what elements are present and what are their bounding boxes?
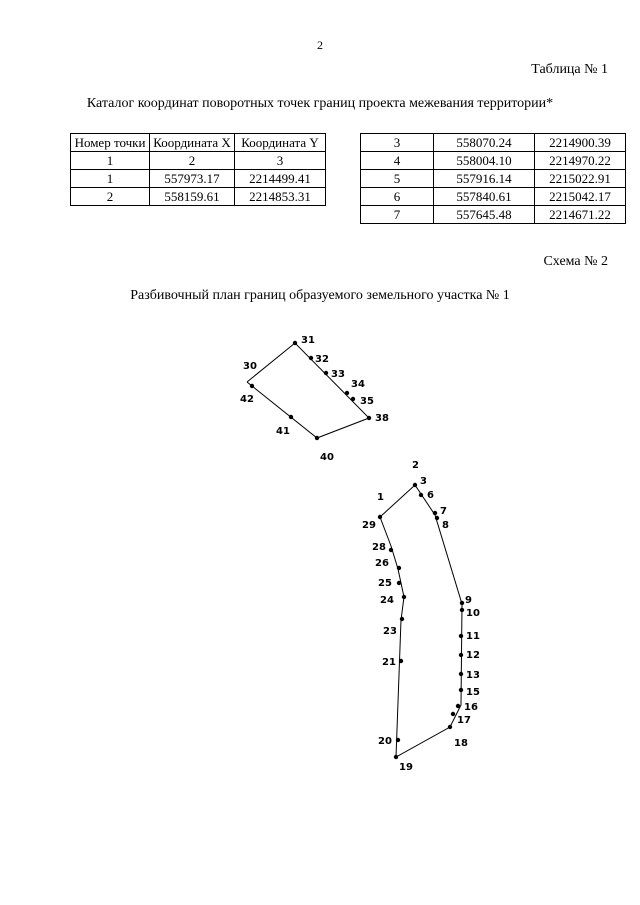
lower-parcel-point-label: 13 <box>466 670 480 681</box>
table-cell: 557645.48 <box>434 206 535 224</box>
table-cell: 2 <box>150 152 235 170</box>
lower-parcel-point-marker <box>459 688 463 692</box>
lower-parcel-point-marker <box>460 601 464 605</box>
header-point-number: Номер точки <box>71 134 150 152</box>
lower-parcel-point-label: 9 <box>465 595 472 606</box>
lower-parcel-point-marker <box>400 617 404 621</box>
lower-parcel-point-marker <box>413 483 417 487</box>
table-cell: 2215042.17 <box>535 188 626 206</box>
header-coord-x: Координата X <box>150 134 235 152</box>
table-cell: 4 <box>361 152 434 170</box>
upper-parcel-point-label: 41 <box>276 426 290 437</box>
lower-parcel-point-label: 29 <box>362 520 376 531</box>
lower-parcel-point-label: 19 <box>399 762 413 773</box>
lower-parcel-point-marker <box>397 581 401 585</box>
table-cell: 3 <box>361 134 434 152</box>
lower-parcel-point-label: 26 <box>375 558 389 569</box>
upper-parcel-point-marker <box>351 397 355 401</box>
lower-parcel-point-marker <box>459 634 463 638</box>
page-number: 2 <box>317 38 323 52</box>
table-cell: 2214671.22 <box>535 206 626 224</box>
upper-parcel-point-label: 30 <box>243 361 257 372</box>
lower-parcel-point-marker <box>459 653 463 657</box>
table-cell: 558004.10 <box>434 152 535 170</box>
table-cell: 2214499.41 <box>235 170 326 188</box>
lower-parcel-point-label: 2 <box>412 460 419 471</box>
upper-parcel-point-label: 35 <box>360 396 374 407</box>
upper-parcel-point-marker <box>293 341 297 345</box>
lower-parcel-point-label: 10 <box>466 608 480 619</box>
upper-parcel-point-label: 32 <box>315 354 329 365</box>
lower-parcel-point-label: 23 <box>383 626 397 637</box>
lower-parcel-point-label: 21 <box>382 657 396 668</box>
table-caption: Каталог координат поворотных точек границ проекта межевания территории* <box>86 96 554 111</box>
table-cell: 557973.17 <box>150 170 235 188</box>
lower-parcel-point-marker <box>378 515 382 519</box>
lower-parcel-point-marker <box>435 516 439 520</box>
lower-parcel-point-marker <box>433 511 437 515</box>
lower-parcel-point-marker <box>419 493 423 497</box>
upper-parcel-point-marker <box>315 436 319 440</box>
table-cell: 2215022.91 <box>535 170 626 188</box>
table-cell: 5 <box>361 170 434 188</box>
lower-parcel-point-label: 8 <box>442 520 449 531</box>
upper-parcel-point-label: 38 <box>375 413 389 424</box>
lower-parcel-point-marker <box>451 712 455 716</box>
lower-parcel-point-label: 12 <box>466 650 480 661</box>
table-cell: 1 <box>71 152 150 170</box>
lower-parcel-point-label: 18 <box>454 738 468 749</box>
upper-parcel-point-marker <box>345 391 349 395</box>
upper-parcel-point-label: 33 <box>331 369 345 380</box>
table-cell: 558159.61 <box>150 188 235 206</box>
upper-parcel-point-label: 42 <box>240 394 254 405</box>
table-cell: 557840.61 <box>434 188 535 206</box>
table-cell: 2214853.31 <box>235 188 326 206</box>
upper-parcel-point-marker <box>250 384 254 388</box>
upper-parcel-point-label: 34 <box>351 379 365 390</box>
table-cell: 1 <box>71 170 150 188</box>
lower-parcel-point-label: 1 <box>377 492 384 503</box>
upper-parcel-point-marker <box>309 356 313 360</box>
upper-parcel-point-label: 40 <box>320 452 334 463</box>
upper-parcel-point-marker <box>324 371 328 375</box>
lower-parcel-point-label: 16 <box>464 702 478 713</box>
lower-parcel-point-marker <box>459 672 463 676</box>
lower-parcel-point-marker <box>456 704 460 708</box>
table-cell: 2214900.39 <box>535 134 626 152</box>
upper-parcel-point-marker <box>289 415 293 419</box>
table-cell: 7 <box>361 206 434 224</box>
lower-parcel-point-marker <box>389 548 393 552</box>
upper-parcel-point-label: 31 <box>301 335 315 346</box>
upper-parcel-boundary <box>247 343 369 438</box>
lower-parcel-point-label: 24 <box>380 595 394 606</box>
table-cell: 3 <box>235 152 326 170</box>
lower-parcel-point-marker <box>394 755 398 759</box>
upper-parcel-point-marker <box>367 416 371 420</box>
header-coord-y: Координата Y <box>235 134 326 152</box>
table-label: Таблица № 1 <box>531 62 608 77</box>
lower-parcel-point-marker <box>399 659 403 663</box>
lower-parcel-point-marker <box>448 725 452 729</box>
schema-caption: Разбивочный план границ образуемого земельного участка № 1 <box>130 288 510 303</box>
table-cell: 2 <box>71 188 150 206</box>
lower-parcel-point-marker <box>396 738 400 742</box>
lower-parcel-point-label: 25 <box>378 578 392 589</box>
table-cell: 557916.14 <box>434 170 535 188</box>
lower-parcel-point-label: 28 <box>372 542 386 553</box>
lower-parcel-point-label: 17 <box>457 715 471 726</box>
table-cell: 2214970.22 <box>535 152 626 170</box>
lower-parcel-boundary <box>380 485 462 757</box>
lower-parcel-point-label: 7 <box>440 506 447 517</box>
lower-parcel-point-label: 15 <box>466 687 480 698</box>
lower-parcel-point-label: 3 <box>420 476 427 487</box>
lower-parcel-point-label: 11 <box>466 631 480 642</box>
lower-parcel-point-marker <box>397 566 401 570</box>
table-cell: 558070.24 <box>434 134 535 152</box>
lower-parcel-point-label: 20 <box>378 736 392 747</box>
lower-parcel-point-marker <box>460 608 464 612</box>
table-cell: 6 <box>361 188 434 206</box>
lower-parcel-point-marker <box>402 595 406 599</box>
schema-label: Схема № 2 <box>543 254 608 269</box>
lower-parcel-point-label: 6 <box>427 490 434 501</box>
